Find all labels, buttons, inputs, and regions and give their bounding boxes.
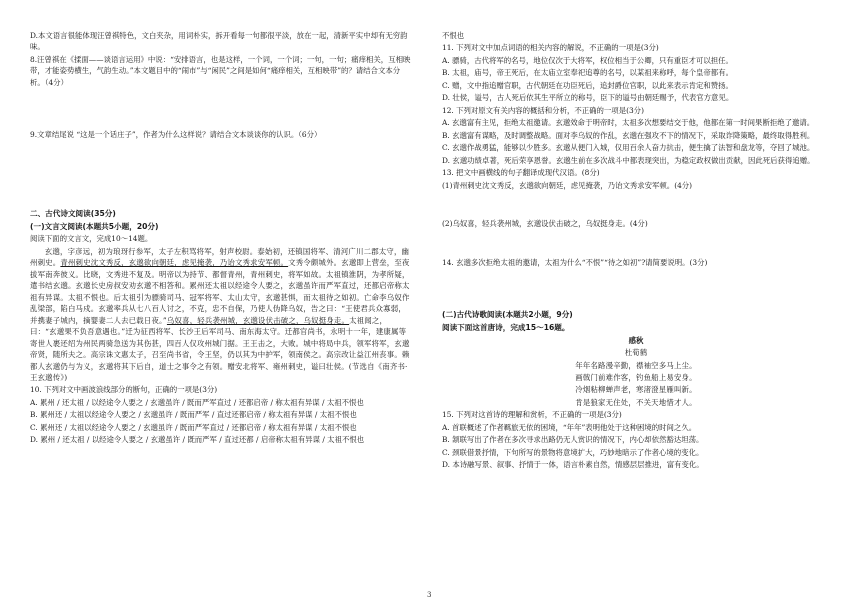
q10-option-a: A. 累州 / 还太祖 / 以经途令人要之 / 玄邈虽许 / 既而严军直过 / 还都启帝 / 称太祖有异谋 / 太祖不恨也 <box>30 397 364 407</box>
q10-option-d-continued: 不恨也 <box>442 31 465 40</box>
question-15: 15. 下列对这首诗的理解和赏析，不正确的一项是(3分) <box>442 410 622 420</box>
option-d-text: D.本文语言很能体现汪曾祺特色，文白夹杂，用词朴实，拆开看每一句都很平淡，放在一起，清新平实中却有无穷韵味。 <box>30 31 408 52</box>
section-2a-heading: (一)文言文阅读(本题共5小题，20分) <box>30 221 159 231</box>
poem-instruction: 阅读下面这首唐诗，完成15～16题。 <box>442 322 570 332</box>
section-2b-heading: (二)古代诗歌阅读(本题共2小题，9分) <box>442 310 573 320</box>
q11-option-d: D. 壮侯，谥号，古人死后依其生平所立的称号，臣下的谥号由朝廷赐予，代表官方意见。 <box>442 93 734 103</box>
q15-option-a: A. 首联概述了作者羁旅无依的困境，“年年”表明他处于这种困境的时间之久。 <box>442 422 697 432</box>
q12-option-d: D. 玄邈功绩卓著，死后荣享恩誉。玄邈生前在多次战斗中都表现突出，为稳定政权做出贡献，因此死后获得追赠。 <box>442 155 815 165</box>
poem-line-1: 年年名路漫辛勤，襟袖空多马上尘。 <box>575 360 697 370</box>
question-13-1: (1)青州刺史沈文秀反，玄邈欲向朝廷，虑见掩袭，乃诒文秀求安军顿。(4分) <box>442 180 693 190</box>
poem-line-4: 肯是狼家无住处，不关天地惜才人。 <box>575 397 697 407</box>
question-10: 10. 下列对文中画波浪线部分的断句，正确的一项是(3分) <box>30 385 218 395</box>
passage-part-b: 文秀令颇城外。玄邈即上营垒，至夜拔军南奔彼义。比晓，文秀进不复及。明帝以为持节、都督青州，青州刺史，将军如故。太祖镇淮阴，为孝所疑，遣书结玄邈。玄邈长史房叔安劝玄邈不相答和。累州还太祖以经途令人要之，玄邈虽许而严军直过，还都启帝称太祖有异谋。太祖不恨也。后太祖引为骠骑司马、冠军将军、太山太守，玄邈甚惧，而太祖待之如初。亡命李乌奴作乱梁部，陷白马戍。玄邈率兵从七八百人讨之，不克，忠不自保，乃使人伪降乌奴，告之曰：“王使君兵众寡弱，并携妻子城内，摘婴妻二人去已载日夜。” <box>30 258 410 325</box>
exam-page <box>30 30 830 590</box>
question-12: 12. 下列对原文有关内容的概括和分析，不正确的一项是(3分) <box>442 105 644 115</box>
poem-author: 杜荀鹤 <box>624 348 648 358</box>
q15-option-c: C. 颈联借景抒情，下句所写的景物将意境扩大，巧妙地暗示了作者心境的变化。 <box>442 447 704 457</box>
q11-option-b: B. 太祖，庙号，帝王死后，在太庙立室奉祀追尊的名号，以某祖来称呼，每个皇帝都有。 <box>442 68 733 78</box>
section-2-heading: 二、古代诗文阅读(35分) <box>30 208 116 218</box>
poem-line-2: 画戟门前难作客，钓鱼船上易安身。 <box>575 372 697 382</box>
passage-part-a: 玄邈，字彦远，初为琅玡行参军，太子左积骂将军，射声校尉。泰始初，还镇国将军、清河广川二郡太守，幽州刺史。 <box>30 246 410 268</box>
question-11: 11. 下列对文中加点词语的相关内容的解说，不正确的一项是(3分) <box>442 43 659 53</box>
q15-option-b: B. 颔联写出了作者在多次寻求出路仍无人赏识的情况下，内心却依然豁达坦荡。 <box>442 435 704 445</box>
right-column <box>442 30 830 472</box>
q12-option-c: C. 玄邈作战勇猛，能够以少胜多。玄邈从便门入城，仅用百余人奋力抗击，便生擒了法智和盘龙等，夺回了城池。 <box>442 143 815 153</box>
q11-option-a: A. 骠骑，古代将军的名号，地位仅次于大将军，权位相当于公卿，只有重臣才可以担任。 <box>442 55 733 65</box>
q10-option-c: C. 累州还 / 太祖以经途令人要之 / 玄邈虽许 / 既而严军直过 / 还都启帝 / 称太祖有异谋 / 太祖不恨也 <box>30 422 357 432</box>
poem-line-3: 冷烟粘柳蝉声老，寒渚澄星雁叫新。 <box>575 385 697 395</box>
page-number: 3 <box>427 591 432 599</box>
passage-part-c: 太祖闻之，曰：“玄邈果不负吾意遇也。”迁为征西将军、长沙王后军司马、南东海太守。迁都官尚书，永明十一年，建康属等寄世人裹还绍为州民两骑急送为其伤甚，四百人仅攻州城门据。王王击之，大败。城中将局中兵，领军将军，玄邈帝贤，随所夫之。高宗诛文惠太子，召至尚书省，令王坚，仍以其为中护军，领南侯之。高宗改让益江州丧事。赖都人玄邈仍与为义，玄邈将其下后自，道士之事令之有领。赠安北将军、雍州刺史，谥曰壮侯。(节选自《南齐书·王玄邈传》) <box>30 315 410 382</box>
q12-option-a: A. 玄邈富有主见，拒绝太祖邀请。玄邈效命于明帝时，太祖多次想要结交于他，他都在第一时间果断拒绝了邀请。 <box>442 118 815 128</box>
question-14: 14. 玄邈多次拒绝太祖的邀请，太祖为什么“不恨”“待之如初”?请简要说明。(3分) <box>442 257 708 267</box>
reading-instruction: 阅读下面的文言文，完成10～14题。 <box>30 234 153 244</box>
q10-option-b: B. 累州还 / 太祖以经途令人要之 / 玄邈虽许 / 既而严军 / 直过还都启帝 / 称太祖有异谋 / 太祖不恨也 <box>30 410 357 420</box>
classical-passage <box>30 246 412 384</box>
underlined-sentence-1: 青州刺史沈文秀反，玄邈欲向朝廷，虑见掩袭，乃诒文秀求安军顿。 <box>60 258 289 268</box>
question-13-2: (2)乌奴喜，轻兵袭州城，玄邈设伏击破之，乌奴挺身走。(4分) <box>442 219 648 229</box>
q15-option-d: D. 本诗融写景、叙事、抒情于一体，语言朴素自然，情感层层推进，富有变化。 <box>442 460 704 470</box>
question-13: 13. 把文中画横线的句子翻译成现代汉语。(8分) <box>442 168 600 178</box>
question-8: 8.汪曾祺在《揉面——谈语言运用》中说：“安排语言，也是这样，一个词，一个词；一句，一句；痛痒相关，互相映带，才能姿势横生，气韵生动。”本文题目中的“闹市”与“闲民”之间是如何“痛痒相关，互相映带”的？请结合文本分析。（4分） <box>30 54 411 87</box>
underlined-sentence-2: 乌奴喜，轻兵袭州城，玄邈设伏击破之，乌奴挺身走。 <box>166 315 350 325</box>
poem-title: 感秋 <box>628 335 644 345</box>
left-column <box>30 30 412 447</box>
q11-option-c: C. 赠，文中指追赠官职，古代朝廷在功臣死后，追封爵位官职，以此来表示肯定和赞扬。 <box>442 80 733 90</box>
question-9: 9.文章结尾说 “这是一个话庄子”，作者为什么这样说？请结合文本谈谈你的认识。（6分） <box>30 130 322 140</box>
q12-option-b: B. 玄邈富有谋略，及时调整战略。面对李乌奴的作乱，玄邈在强攻不下的情况下，采取诈降策略，最终取得胜利。 <box>442 130 815 140</box>
q10-option-d: D. 累州 / 还太祖 / 以经途令人要之 / 玄邈虽许 / 既而严军 / 直过还都 / 启帝称太祖有异谋 / 太祖不恨也 <box>30 435 365 445</box>
